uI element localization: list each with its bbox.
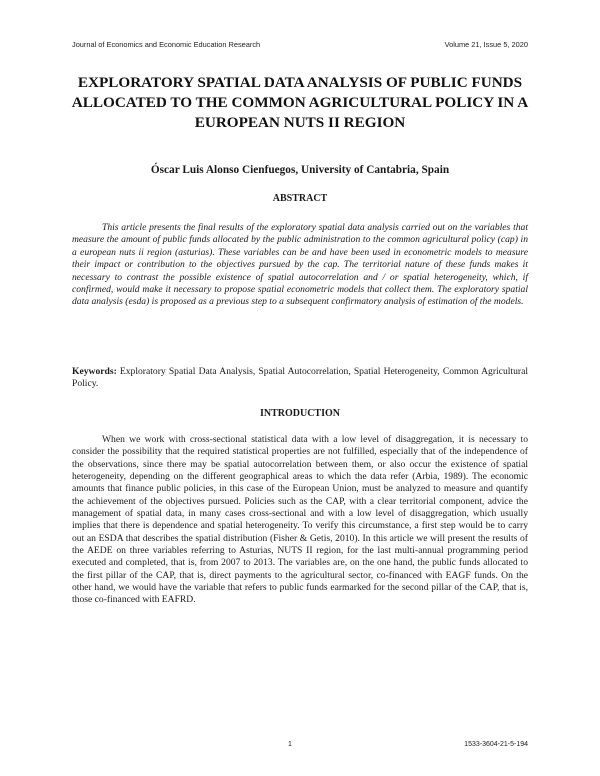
keywords-text: Exploratory Spatial Data Analysis, Spatial Autocorrelation, Spatial Heterogeneity, Common Agricultural Policy. [72,366,528,390]
keywords-label: Keywords: [72,366,117,377]
author-line: Óscar Luis Alonso Cienfuegos, University of Cantabria, Spain [150,164,450,176]
keywords-paragraph [72,366,528,391]
running-header [72,40,528,49]
introduction-text: When we work with cross-sectional statistical data with a low level of disaggregation, it is necessary to consider the possibility that the required statistical properties are not fulfilled, especially that of the independence of the observations, since there may be spatial autocorrelation between them, or also occur the existence of spatial heterogeneity, depending on the different geographical areas to which the data refer (Arbia, 1989). The economic amounts that finance public policies, in this case of the European Union, must be analyzed to measure and quantify the achievement of the objectives pursued. Policies such as the CAP, with a clear territorial component, advice the management of spatial data, in many cases cross-sectional and with a low level of disaggregation, which usually implies that there is dependence and spatial heterogeneity. To verify this circumstance, a first step would be to carry out an ESDA that describes the spatial distribution (Fisher & Getis, 2010). In this article we will present the results of the AEDE on three variables referring to Asturias, NUTS II region, for the last multi-annual programming period executed and completed, that is, from 2007 to 2013. The variables are, on the one hand, the public funds allocated to the first pillar of the CAP, that is, direct payments to the agricultural sector, co-financed with EAGF funds. On the other hand, we would have the variable that refers to public funds earmarked for the second pillar of the CAP, that is, those co-financed with EAFRD. [72,434,528,606]
paper-title: EXPLORATORY SPATIAL DATA ANALYSIS OF PUBLIC FUNDS ALLOCATED TO THE COMMON AGRICULTURAL POLICY IN A EUROPEAN NUTS II REGION [71,74,529,131]
journal-name: Journal of Economics and Economic Education Research [72,40,261,49]
abstract-heading: ABSTRACT [272,193,328,204]
volume-issue: Volume 21, Issue 5, 2020 [444,40,528,49]
page-number: 1 [288,741,292,748]
abstract-text: This article presents the final results of the exploratory spatial data analysis carried out on the variables that measure the amount of public funds allocated by the public administration to the common agricultural policy (cap) in a european nuts ii region (asturias). These variables can be and have been used in econometric models to measure their impact or contribution to the objectives pursued by the cap. The territorial nature of these funds makes it necessary to contrast the possible existence of spatial autocorrelation and / or spatial heterogeneity, which, if confirmed, would make it necessary to propose spatial econometric models that collect them. The exploratory spatial data analysis (esda) is proposed as a previous step to a subsequent confirmatory analysis of estimation of the models. [72,222,528,308]
introduction-heading: INTRODUCTION [259,408,340,419]
article-id: 1533-3604-21-5-194 [464,741,528,748]
